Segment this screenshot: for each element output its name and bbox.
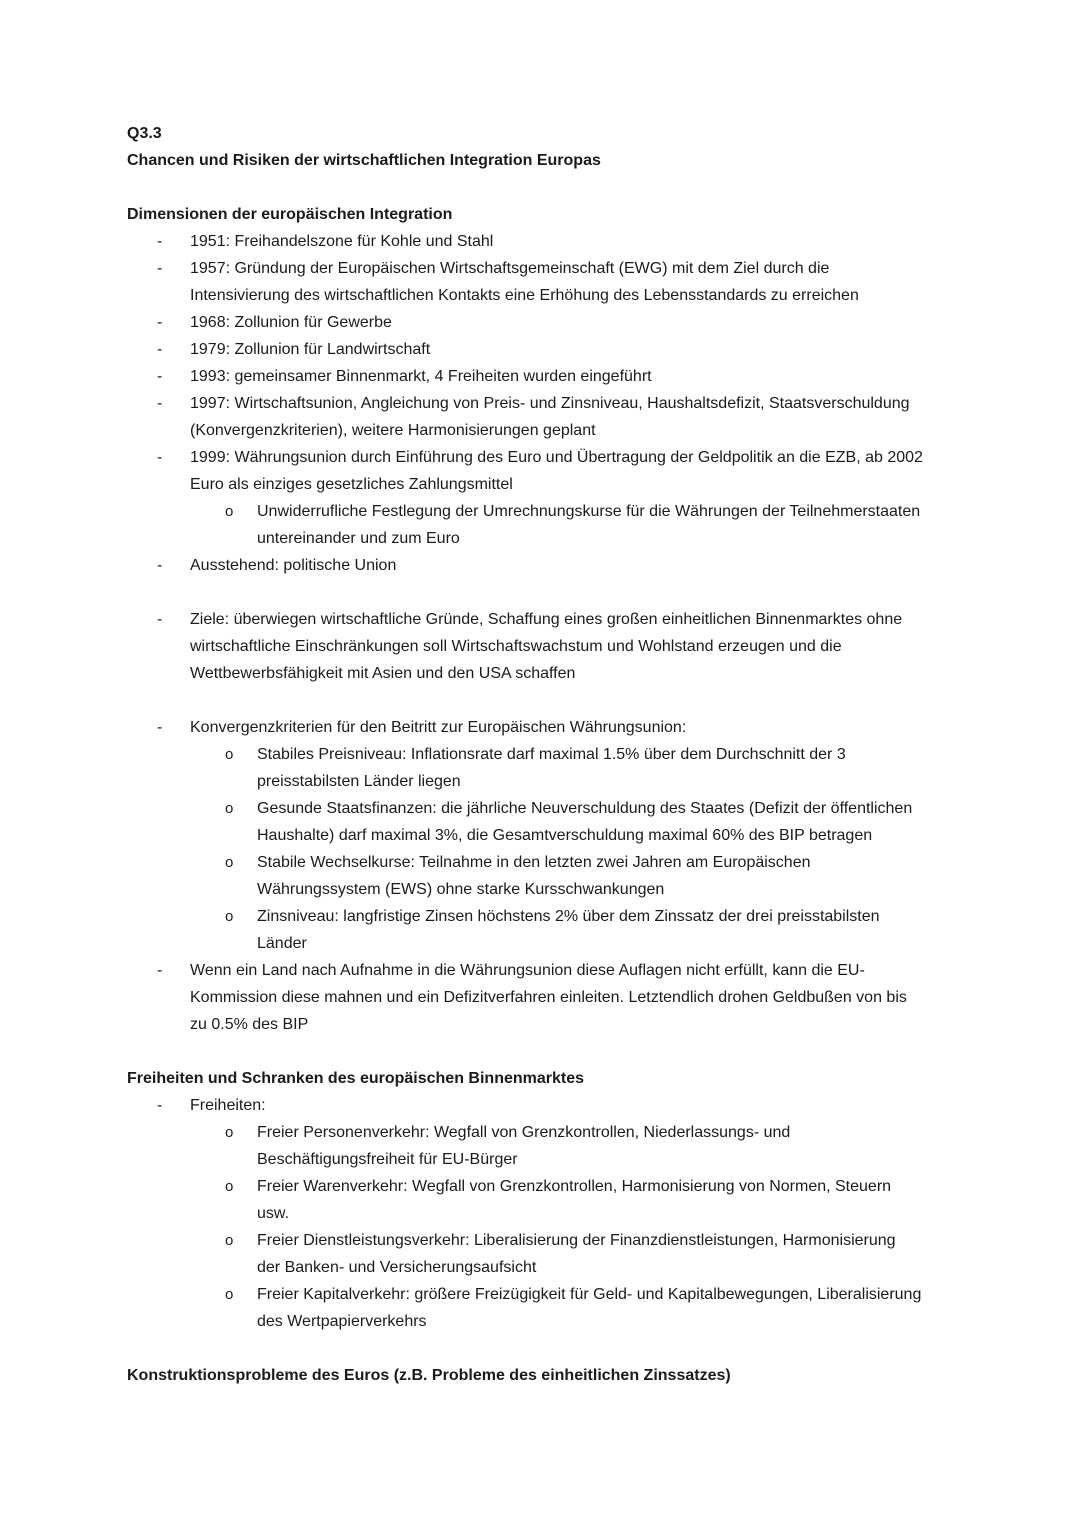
bullet-text: 1968: Zollunion für Gewerbe: [190, 314, 392, 331]
blank-line: [127, 579, 923, 606]
bullet-text: Wenn ein Land nach Aufnahme in die Währungsunion diese Auflagen nicht erfüllt, kann die EU-Kommission diese mahnen und ein Defizitverfahren einleiten. Letztendlich drohen Geldbußen von bis zu 0.5% des BIP: [190, 962, 907, 1033]
circle-bullet-marker: o: [225, 503, 234, 520]
bullet-item: [127, 228, 923, 255]
circle-bullet-marker: o: [225, 1286, 234, 1303]
dash-bullet-marker: -: [157, 233, 163, 250]
sub-bullet-item: [127, 1227, 923, 1281]
dash-bullet-marker: -: [157, 395, 163, 412]
doc-sections: [127, 201, 923, 1389]
bullet-item: [127, 714, 923, 741]
bullet-text: Ausstehend: politische Union: [190, 557, 397, 574]
bullet-text: Stabile Wechselkurse: Teilnahme in den letzten zwei Jahren am Europäischen Währungssystem (EWS) ohne starke Kursschwankungen: [257, 854, 811, 898]
bullet-text: Freier Kapitalverkehr: größere Freizügigkeit für Geld- und Kapitalbewegungen, Liberalisierung des Wertpapierverkehrs: [257, 1286, 922, 1330]
doc-heading-title: Chancen und Risiken der wirtschaftlichen Integration Europas: [127, 152, 601, 169]
dash-bullet-marker: -: [157, 449, 163, 466]
bullet-text: 1957: Gründung der Europäischen Wirtschaftsgemeinschaft (EWG) mit dem Ziel durch die Intensivierung des wirtschaftlichen Kontakts eine Erhöhung des Lebensstandards zu erreichen: [190, 260, 859, 304]
dash-bullet-marker: -: [157, 1097, 163, 1114]
bullet-text: 1993: gemeinsamer Binnenmarkt, 4 Freiheiten wurden eingeführt: [190, 368, 652, 385]
bullet-text: Freiheiten:: [190, 1097, 266, 1114]
bullet-text: Stabiles Preisniveau: Inflationsrate darf maximal 1.5% über dem Durchschnitt der 3 preisstabilsten Länder liegen: [257, 746, 846, 790]
bullet-text: 1979: Zollunion für Landwirtschaft: [190, 341, 431, 358]
dash-bullet-marker: -: [157, 260, 163, 277]
circle-bullet-marker: o: [225, 746, 234, 763]
circle-bullet-marker: o: [225, 1124, 234, 1141]
bullet-item: [127, 309, 923, 336]
sub-bullet-item: [127, 1119, 923, 1173]
bullet-item: [127, 336, 923, 363]
sub-bullet-item: [127, 1173, 923, 1227]
circle-bullet-marker: o: [225, 1232, 234, 1249]
sub-bullet-item: [127, 741, 923, 795]
blank-line: [127, 1335, 923, 1362]
blank-line: [127, 1038, 923, 1065]
bullet-text: Freier Warenverkehr: Wegfall von Grenzkontrollen, Harmonisierung von Normen, Steuern usw.: [257, 1178, 892, 1222]
dash-bullet-marker: -: [157, 719, 163, 736]
doc-heading-code: Q3.3: [127, 125, 162, 142]
bullet-text: Konvergenzkriterien für den Beitritt zur Europäischen Währungsunion:: [190, 719, 687, 736]
sub-bullet-item: [127, 849, 923, 903]
section-heading: Freiheiten und Schranken des europäischen Binnenmarktes: [127, 1070, 585, 1087]
bullet-text: Zinsniveau: langfristige Zinsen höchstens 2% über dem Zinssatz der drei preisstabilsten Länder: [257, 908, 880, 952]
blank-line: [127, 174, 923, 201]
circle-bullet-marker: o: [225, 908, 234, 925]
bullet-item: [127, 363, 923, 390]
bullet-item: [127, 1092, 923, 1119]
dash-bullet-marker: -: [157, 314, 163, 331]
bullet-item: [127, 957, 923, 1038]
sub-bullet-item: [127, 795, 923, 849]
sub-bullet-item: [127, 1281, 923, 1335]
bullet-text: Ziele: überwiegen wirtschaftliche Gründe, Schaffung eines großen einheitlichen Binnenmarktes ohne wirtschaftliche Einschränkungen soll Wirtschaftswachstum und Wohlstand erzeugen und die Wettbewerbsfähigkeit mit Asien und den USA schaffen: [190, 611, 903, 682]
bullet-text: 1999: Währungsunion durch Einführung des Euro und Übertragung der Geldpolitik an die EZB, ab 2002 Euro als einziges gesetzliches Zahlungsmittel: [190, 449, 923, 493]
bullet-item: [127, 552, 923, 579]
bullet-item: [127, 255, 923, 309]
bullet-text: 1997: Wirtschaftsunion, Angleichung von Preis- und Zinsniveau, Haushaltsdefizit, Staatsverschuldung (Konvergenzkriterien), weitere Harmonisierungen geplant: [190, 395, 910, 439]
circle-bullet-marker: o: [225, 854, 234, 871]
dash-bullet-marker: -: [157, 962, 163, 979]
bullet-text: Freier Personenverkehr: Wegfall von Grenzkontrollen, Niederlassungs- und Beschäftigungsfreiheit für EU-Bürger: [257, 1124, 791, 1168]
bullet-item: [127, 390, 923, 444]
dash-bullet-marker: -: [157, 368, 163, 385]
sub-bullet-item: [127, 498, 923, 552]
bullet-text: Unwiderrufliche Festlegung der Umrechnungskurse für die Währungen der Teilnehmerstaaten untereinander und zum Euro: [257, 503, 921, 547]
dash-bullet-marker: -: [157, 341, 163, 358]
bullet-item: [127, 606, 923, 687]
bullet-text: Gesunde Staatsfinanzen: die jährliche Neuverschuldung des Staates (Defizit der öffentlichen Haushalte) darf maximal 3%, die Gesamtverschuldung maximal 60% des BIP betragen: [257, 800, 913, 844]
bullet-text: Freier Dienstleistungsverkehr: Liberalisierung der Finanzdienstleistungen, Harmonisierung der Banken- und Versicherungsaufsicht: [257, 1232, 896, 1276]
blank-line: [127, 687, 923, 714]
bullet-text: 1951: Freihandelszone für Kohle und Stahl: [190, 233, 494, 250]
section-heading: Konstruktionsprobleme des Euros (z.B. Probleme des einheitlichen Zinssatzes): [127, 1367, 731, 1384]
bullet-item: [127, 444, 923, 498]
circle-bullet-marker: o: [225, 1178, 234, 1195]
dash-bullet-marker: -: [157, 611, 163, 628]
dash-bullet-marker: -: [157, 557, 163, 574]
circle-bullet-marker: o: [225, 800, 234, 817]
sub-bullet-item: [127, 903, 923, 957]
section-heading: Dimensionen der europäischen Integration: [127, 206, 453, 223]
